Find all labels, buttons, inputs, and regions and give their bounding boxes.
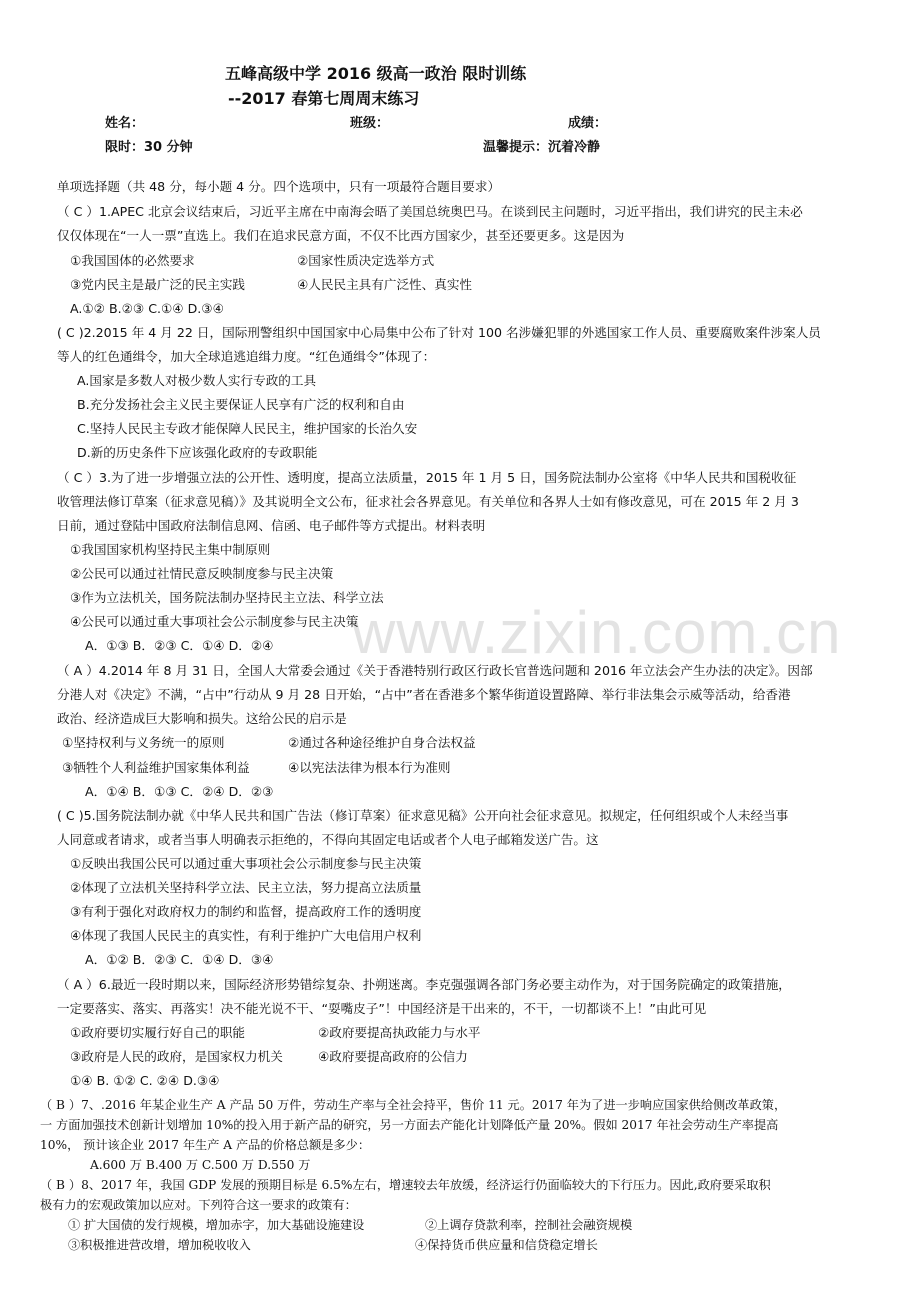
- question-5-statement: ②体现了立法机关坚持科学立法、民主立法，努力提高立法质量: [70, 880, 422, 895]
- question-3-statement: ①我国国家机构坚持民主集中制原则: [70, 542, 271, 557]
- question-4-line: 政治、经济造成巨大影响和损失。这给公民的启示是: [57, 711, 347, 726]
- question-2-option: B.充分发扬社会主义民主要保证人民享有广泛的权利和自由: [77, 397, 405, 412]
- question-5-statement: ③有利于强化对政府权力的制约和监督，提高政府工作的透明度: [70, 904, 422, 919]
- question-1-statement: ④人民民主具有广泛性、真实性: [297, 277, 473, 292]
- question-5-statement: ①反映出我国公民可以通过重大事项社会公示制度参与民主决策: [70, 856, 422, 871]
- question-3-line: 日前，通过登陆中国政府法制信息网、信函、电子邮件等方式提出。材料表明: [57, 518, 486, 533]
- tip-label: 温馨提示：沉着冷静: [483, 140, 601, 155]
- question-4-line: 分港人对《决定》不满，“占中”行动从 9 月 28 日开始，“占中”者在香港多个繁华街道设置路障、举行非法集会示威等活动，给香港: [57, 687, 791, 702]
- question-8-statement: ④保持货币供应量和信贷稳定增长: [415, 1238, 598, 1252]
- question-2-line: ( C )2.2015 年 4 月 22 日，国际刑警组织中国国家中心局集中公布了针对 100 名涉嫌犯罪的外逃国家工作人员、重要腐败案件涉案人员: [57, 325, 821, 340]
- question-1-line: 仅仅体现在“一人一票”直选上。我们在追求民意方面，不仅不比西方国家少，甚至还要更多。这是因为: [57, 228, 625, 243]
- page-subtitle: --2017 春第七周周末练习: [228, 89, 420, 108]
- question-6-statement: ④政府要提高政府的公信力: [318, 1049, 468, 1064]
- watermark: www.zixin.com.cn: [352, 599, 842, 666]
- page-title: 五峰高级中学 2016 级高一政治 限时训练: [225, 64, 527, 83]
- question-6-line: 一定要落实、落实、再落实！决不能光说不干、“耍嘴皮子”！中国经济是干出来的，不干，一切都谈不上！”由此可见: [57, 1001, 707, 1016]
- question-7-options: A.600 万 B.400 万 C.500 万 D.550 万: [90, 1158, 311, 1172]
- question-6-statement: ②政府要提高执政能力与水平: [318, 1025, 481, 1040]
- question-1-line: （ C ）1.APEC 北京会议结束后，习近平主席在中南海会晤了美国总统奥巴马。在谈到民主问题时，习近平指出，我们讲究的民主未必: [57, 204, 803, 219]
- section-heading: 单项选择题（共 48 分，每小题 4 分。四个选项中，只有一项最符合题目要求）: [57, 179, 501, 194]
- question-5-options: A．①② B．②③ C．①④ D．③④: [85, 952, 274, 967]
- question-4-statement: ①坚持权利与义务统一的原则: [62, 735, 225, 750]
- question-3-statement: ③作为立法机关，国务院法制办坚持民主立法、科学立法: [70, 590, 384, 605]
- question-4-statement: ③牺牲个人利益维护国家集体利益: [62, 760, 250, 775]
- question-8-statement: ②上调存贷款利率，控制社会融资规模: [425, 1218, 633, 1232]
- name-label: 姓名：: [105, 116, 145, 131]
- question-5-line: 人同意或者请求，或者当事人明确表示拒绝的，不得向其固定电话或者个人电子邮箱发送广告。这: [57, 832, 599, 847]
- question-4-options: A．①④ B．①③ C．②④ D．②③: [85, 784, 274, 799]
- question-8-line: 极有力的宏观政策加以应对。下列符合这一要求的政策有：: [40, 1198, 357, 1212]
- question-3-line: 收管理法修订草案（征求意见稿）》及其说明全文公布，征求社会各界意见。有关单位和各界人士如有修改意见，可在 2015 年 2 月 3: [57, 494, 799, 509]
- question-1-statement: ②国家性质决定选举方式: [297, 253, 435, 268]
- question-6-options: ①④ B. ①② C. ②④ D.③④: [70, 1073, 220, 1088]
- time-limit: 限时：30 分钟: [105, 140, 193, 155]
- question-3-line: （ C ）3.为了进一步增强立法的公开性、透明度，提高立法质量，2015 年 1 月 5 日，国务院法制办公室将《中华人民共和国税收征: [57, 470, 797, 485]
- question-3-statement: ②公民可以通过社情民意反映制度参与民主决策: [70, 566, 334, 581]
- question-7-line: 一 方面加强技术创新计划增加 10%的投入用于新产品的研究，另一方面去产能化计划降低产量 20%。假如 2017 年社会劳动生产率提高: [40, 1118, 779, 1132]
- question-2-option: D.新的历史条件下应该强化政府的专政职能: [77, 445, 318, 460]
- question-6-line: （ A ）6.最近一段时期以来，国际经济形势错综复杂、扑朔迷离。李克强强调各部门务必要主动作为，对于国务院确定的政策措施，: [57, 977, 791, 992]
- question-7-line: （ B ）7、.2016 年某企业生产 A 产品 50 万件，劳动生产率与全社会持平，售价 11 元。2017 年为了进一步响应国家供给侧改革政策，: [40, 1098, 787, 1112]
- question-2-line: 等人的红色通缉令，加大全球追逃追缉力度。“红色通缉令”体现了：: [57, 349, 436, 364]
- question-1-statement: ③党内民主是最广泛的民主实践: [70, 277, 246, 292]
- question-4-statement: ②通过各种途径维护自身合法权益: [288, 735, 476, 750]
- score-label: 成绩：: [568, 116, 608, 131]
- question-3-statement: ④公民可以通过重大事项社会公示制度参与民主决策: [70, 614, 359, 629]
- question-1-statement: ①我国国体的必然要求: [70, 253, 195, 268]
- question-6-statement: ①政府要切实履行好自己的职能: [70, 1025, 246, 1040]
- question-2-option: C.坚持人民民主专政才能保障人民民主，维护国家的长治久安: [77, 421, 418, 436]
- question-8-line: （ B ）8、2017 年，我国 GDP 发展的预期目标是 6.5%左右，增速较去年放缓，经济运行仍面临较大的下行压力。因此,政府要采取积: [40, 1178, 771, 1192]
- question-4-statement: ④以宪法法律为根本行为准则: [288, 760, 451, 775]
- question-5-statement: ④体现了我国人民民主的真实性，有利于维护广大电信用户权利: [70, 928, 422, 943]
- question-8-statement: ③积极推进营改增，增加税收收入: [68, 1238, 251, 1252]
- question-4-line: （ A ）4.2014 年 8 月 31 日，全国人大常委会通过《关于香港特别行政区行政长官普选问题和 2016 年立法会产生办法的决定》。因部: [57, 663, 813, 678]
- question-1-options: A.①② B.②③ C.①④ D.③④: [70, 301, 224, 316]
- question-3-options: A．①③ B．②③ C．①④ D．②④: [85, 638, 274, 653]
- question-6-statement: ③政府是人民的政府，是国家权力机关: [70, 1049, 283, 1064]
- question-5-line: ( C )5.国务院法制办就《中华人民共和国广告法（修订草案）征求意见稿》公开向社会征求意见。拟规定，任何组织或个人未经当事: [57, 808, 789, 823]
- class-label: 班级：: [350, 116, 390, 131]
- question-2-option: A.国家是多数人对极少数人实行专政的工具: [77, 373, 317, 388]
- question-8-statement: ① 扩大国债的发行规模，增加赤字，加大基础设施建设: [68, 1218, 365, 1232]
- question-7-line: 10%， 预计该企业 2017 年生产 A 产品的价格总额是多少：: [40, 1138, 371, 1152]
